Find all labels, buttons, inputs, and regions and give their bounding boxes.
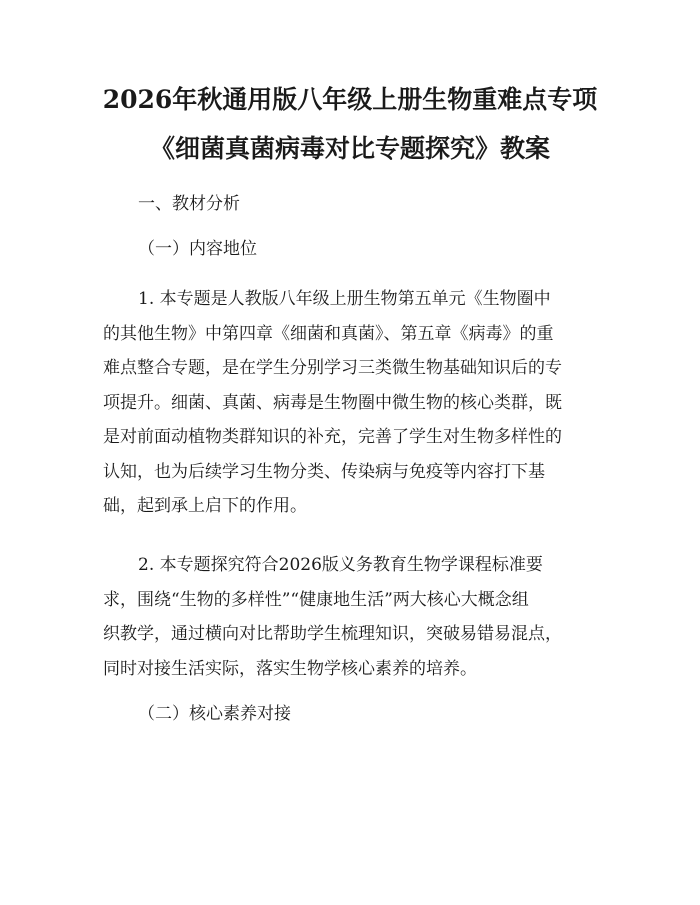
paragraph-line: 的其他生物》中第四章《细菌和真菌》、第五章《病毒》的重 [103,323,554,344]
paragraph-line: 织教学，通过横向对比帮助学生梳理知识，突破易错易混点， [103,624,562,644]
paragraph-line: 同时对接生活实际，落实生物学核心素养的培养。 [103,658,477,679]
paragraph-line: 求，围绕“生物的多样性”“健康地生活”两大核心大概念组 [103,589,529,610]
subsection-heading-content-position: （一）内容地位 [138,239,257,259]
paragraph-2 [103,548,598,686]
paragraph-line: 认知，也为后续学习生物分类、传染病与免疫等内容打下基 [103,461,545,482]
paragraph-line: 2. 本专题探究符合2026版义务教育生物学课程标准要 [138,555,543,575]
paragraph-line: 础，起到承上启下的作用。 [103,496,307,516]
section-heading-textbook-analysis: 一、教材分析 [138,194,240,214]
paragraph-line: 项提升。细菌、真菌、病毒是生物圈中微生物的核心类群，既 [103,392,562,413]
document-title-line-1: 2026年秋通用版八年级上册生物重难点专项 [102,85,598,114]
paragraph-line: 是对前面动植物类群知识的补充，完善了学生对生物多样性的 [103,427,562,447]
paragraph-line: 1. 本专题是人教版八年级上册生物第五单元《生物圈中 [138,289,551,309]
subsection-heading-core-literacy: （二）核心素养对接 [138,704,291,724]
document-title-line-2: 《细菌真菌病毒对比专题探究》教案 [149,134,550,163]
paragraph-1 [103,282,598,524]
paragraph-line: 难点整合专题，是在学生分别学习三类微生物基础知识后的专 [103,358,562,378]
